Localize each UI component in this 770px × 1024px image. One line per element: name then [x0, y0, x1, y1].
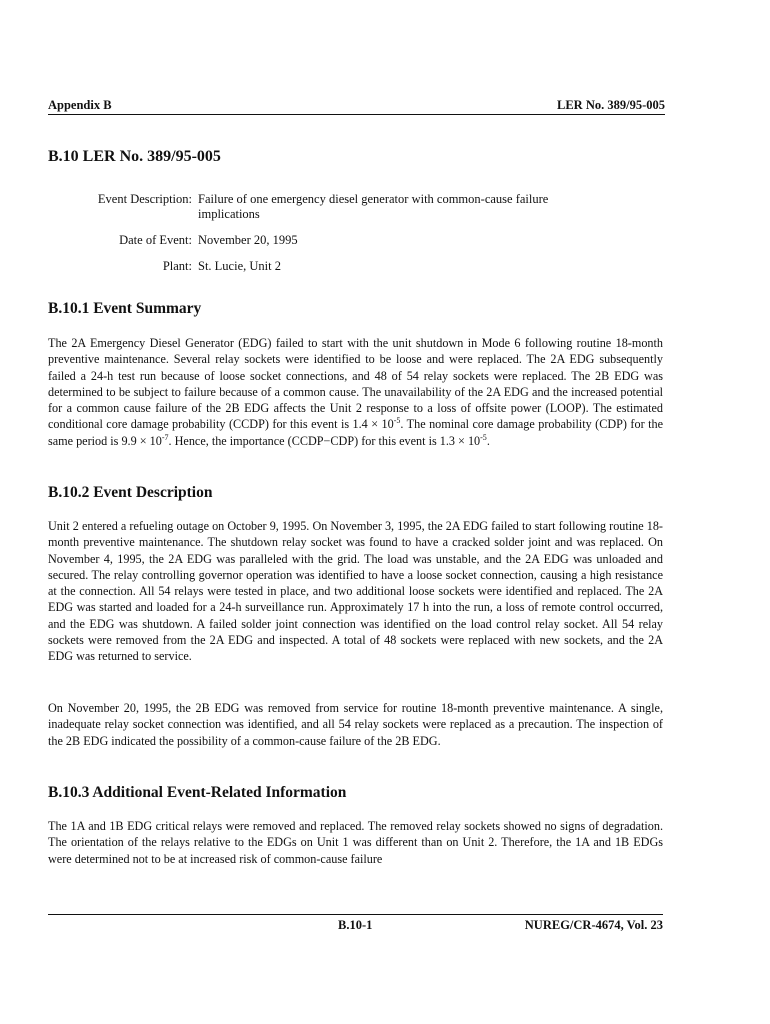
meta-row-date: [48, 233, 608, 248]
event-summary-paragraph: [48, 335, 663, 449]
exponent: -7: [161, 432, 169, 442]
meta-row-plant: [48, 259, 608, 274]
summary-text-a: The 2A Emergency Diesel Generator (EDG) failed to start with the unit shutdown in Mode 6 following routine 18-month preventive maintenance. Several relay sockets were identified to be loose and were replaced. The 2A EDG subsequently failed a 24-h test run because of loose socket connections, and 48 of 54 relay sockets were replaced. The 2B EDG was determined to be subject to failure because of a common cause. The unavailability of the 2A EDG and the increased potential for a common cause failure of the 2B EDG affects the Unit 2 response to a loss of offsite power (LOOP). The estimated conditional core damage probability (CCDP) for this event is 1.4 × 10: [48, 336, 663, 432]
event-description-paragraph-1: Unit 2 entered a refueling outage on October 9, 1995. On November 3, 1995, the 2A EDG failed to start following routine 18-month preventive maintenance. The shutdown relay socket was found to have a cracked solder joint and was replaced. On November 4, 1995, the 2A EDG was paralleled with the grid. The load was unstable, and the 2A EDG was unloaded and secured. The relay controlling governor operation was identified to have a loose socket connection, causing a high resistance at the connection. All 54 relays were tested in place, and two additional loose sockets were identified and replaced. The 2A EDG was started and loaded for a 24-h surveillance run. Approximately 17 h into the run, a loss of remote control occurred, and the EDG was shutdown. A failed solder joint connection was identified on the load control relay socket. All 54 relay sockets were removed from the 2A EDG and inspected. A total of 48 sockets were replaced with new sockets, and the 2A EDG was returned to service.: [48, 519, 663, 664]
exponent: -5: [480, 432, 487, 442]
footer-rule: [48, 914, 663, 915]
section-title: B.10 LER No. 389/95-005: [48, 148, 221, 165]
header-ler-number: LER No. 389/95-005: [557, 98, 665, 112]
additional-info-paragraph: The 1A and 1B EDG critical relays were removed and replaced. The removed relay sockets showed no signs of degradation. The orientation of the relays relative to the EDGs on Unit 1 was different than on Unit 2. Therefore, the 1A and 1B EDGs were determined not to be at increased risk of common-cause failure: [48, 819, 663, 866]
summary-text-d: .: [486, 433, 490, 448]
header-appendix: Appendix B: [48, 98, 112, 112]
meta-label: Date of Event:: [119, 233, 192, 247]
summary-text-c: . Hence, the importance (CCDP−CDP) for this event is 1.3 × 10: [168, 433, 481, 448]
additional-info-heading: B.10.3 Additional Event-Related Information: [48, 784, 347, 801]
summary-text-b: . The nominal core damage probability (CDP) for the same period is 9.9 × 10: [48, 417, 663, 448]
meta-label: Event Description:: [97, 192, 192, 206]
meta-row-description: [48, 192, 608, 222]
running-header: [48, 98, 665, 115]
meta-value: November 20, 1995: [198, 233, 298, 247]
event-description-paragraph-2: On November 20, 1995, the 2B EDG was removed from service for routine 18-month preventive maintenance. A single, inadequate relay socket connection was identified, and all 54 relay sockets were replaced as a precaution. The inspection of the 2B EDG indicated the possibility of a common-cause failure of the 2B EDG.: [48, 701, 663, 748]
meta-label: Plant:: [162, 259, 192, 273]
meta-value: St. Lucie, Unit 2: [198, 259, 281, 273]
event-metadata: [48, 192, 608, 285]
meta-value: Failure of one emergency diesel generator with common-cause failure implications: [198, 192, 549, 221]
event-summary-heading: B.10.1 Event Summary: [48, 300, 202, 317]
exponent: -5: [393, 416, 401, 426]
event-description-heading: B.10.2 Event Description: [48, 484, 213, 501]
footer-page-number: B.10-1: [338, 918, 373, 932]
footer-report-reference: NUREG/CR-4674, Vol. 23: [524, 918, 663, 932]
